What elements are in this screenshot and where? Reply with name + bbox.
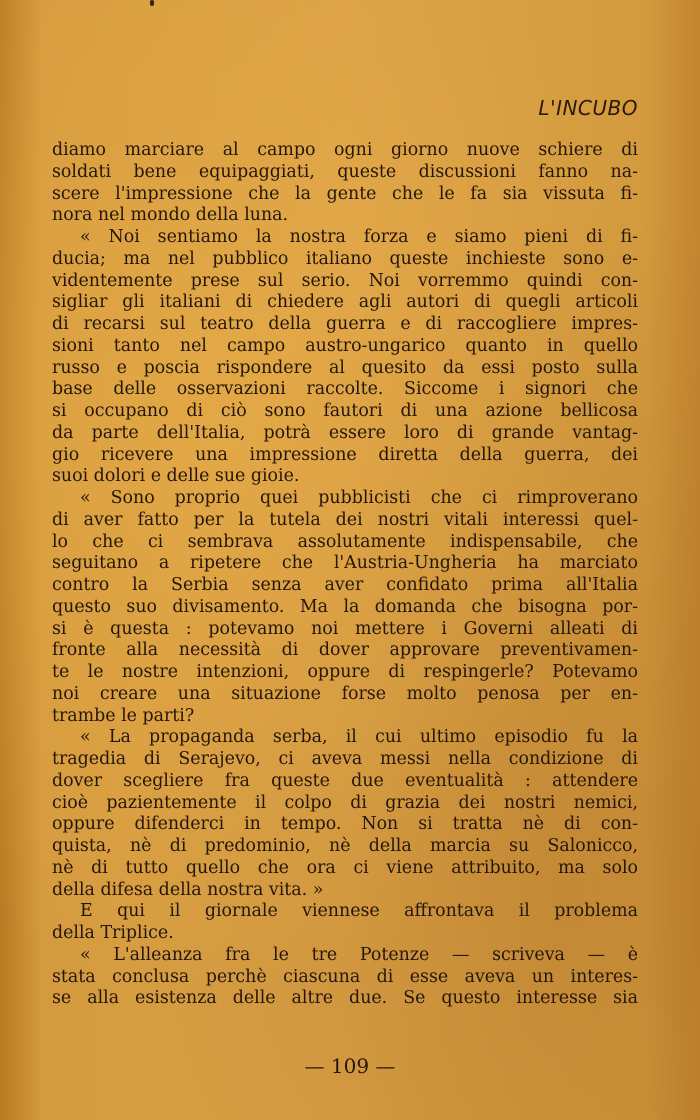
text-line: russo e poscia rispondere al quesito da essi posto sulla [52,357,638,378]
text-line: sigliar gli italiani di chiedere agli autori di quegli articoli [52,292,638,313]
text-line: se alla esistenza delle altre due. Se questo interesse sia [52,988,638,1009]
text-line: lo che ci sembrava assolutamente indispensabile, che [52,531,638,552]
text-line: te le nostre intenzioni, oppure di respingerle? Potevamo [52,662,638,682]
text-line: « La propaganda serba, il cui ultimo episodio fu la [80,727,638,748]
text-line: base delle osservazioni raccolte. Siccome i signori che [52,379,638,400]
text-line: scere l'impressione che la gente che le fa sia vissuta fi- [52,183,638,204]
text-line: questo suo divisamento. Ma la domanda che bisogna por- [52,596,638,617]
text-line: « Sono proprio quei pubblicisti che ci rimproverano [80,488,638,508]
running-head: L'INCUBO [538,96,638,120]
text-line: di recarsi sul teatro della guerra e di raccogliere impres- [52,314,638,334]
text-line: soldati bene equipaggiati, queste discussioni fanno na- [52,161,638,182]
text-line: diamo marciare al campo ogni giorno nuove schiere di [52,140,638,160]
text-line: seguitano a ripetere che l'Austria-Ungheria ha marciato [52,553,638,574]
text-line: sioni tanto nel campo austro-ungarico quanto in quello [52,335,638,356]
text-line: videntemente prese sul serio. Noi vorremmo quindi con- [52,270,638,291]
body-text [52,140,638,1010]
ink-spot [150,0,154,6]
text-line: da parte dell'Italia, potrà essere loro di grande vantag- [52,422,638,443]
text-line: nè di tutto quello che ora ci viene attribuito, ma solo [52,857,638,878]
text-line: si occupano di ciò sono fautori di una azione bellicosa [52,401,638,421]
text-line: nora nel mondo della luna. [52,205,289,226]
text-line: della difesa della nostra vita. » [52,879,324,900]
text-line: contro la Serbia senza aver confidato prima all'Italia [52,575,638,595]
text-line: si è questa : potevamo noi mettere i Governi alleati di [52,618,638,639]
text-line: noi creare una situazione forse molto penosa per en- [52,683,638,704]
text-line: quista, nè di predominio, nè della marcia su Salonicco, [52,836,638,856]
text-line: cioè pazientemente il colpo di grazia dei nostri nemici, [52,792,638,813]
page-number: — 109 — [304,1054,396,1078]
text-line: suoi dolori e delle sue gioie. [52,466,300,487]
text-line: stata conclusa perchè ciascuna di esse aveva un interes- [52,966,638,987]
text-line: ducia; ma nel pubblico italiano queste inchieste sono e- [52,248,638,269]
text-line: dover scegliere fra queste due eventualità : attendere [52,770,638,791]
text-line: gio ricevere una impressione diretta della guerra, dei [52,444,638,465]
text-line: della Triplice. [52,923,174,943]
text-line: « Noi sentiamo la nostra forza e siamo pieni di fi- [80,227,638,247]
text-line: tragedia di Serajevo, ci aveva messi nella condizione di [52,749,638,769]
text-line: di aver fatto per la tutela dei nostri vitali interessi quel- [52,509,638,530]
text-line: fronte alla necessità di dover approvare preventivamen- [52,640,638,661]
text-line: « L'alleanza fra le tre Potenze — scriveva — è [80,944,638,965]
text-line: E qui il giornale viennese affrontava il problema [80,901,638,922]
text-line: oppure difenderci in tempo. Non si tratta nè di con- [52,814,638,835]
text-line: trambe le parti? [52,705,195,726]
